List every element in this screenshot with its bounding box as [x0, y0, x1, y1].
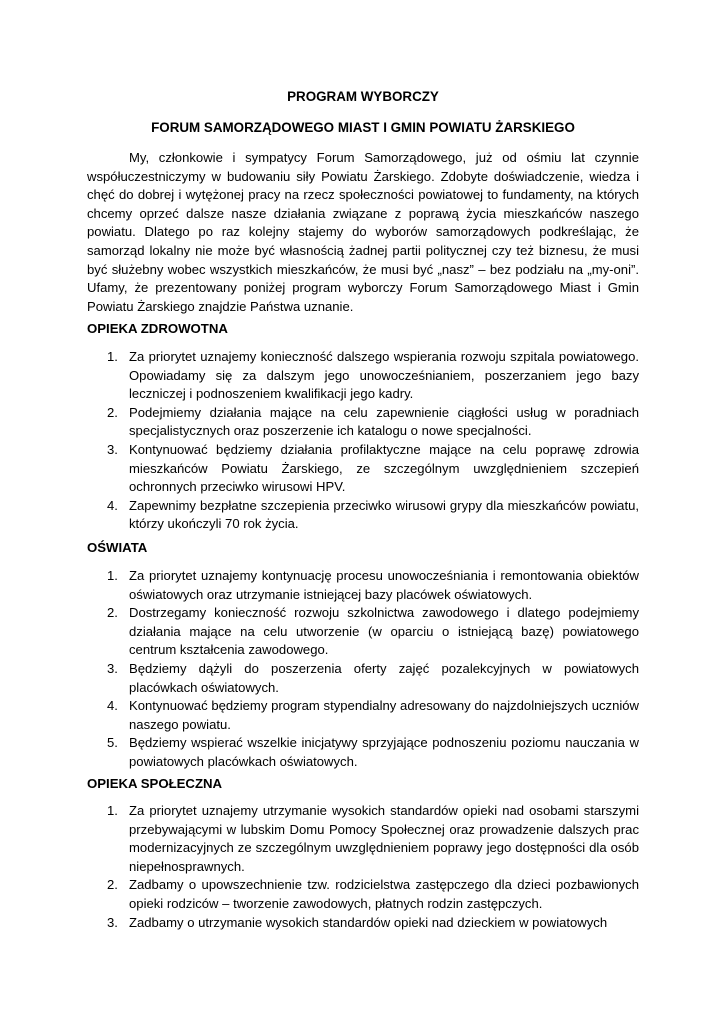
list-item-number: 1.: [107, 349, 118, 364]
list-item-number: 2.: [107, 404, 118, 420]
list-item-text: Kontynuować będziemy działania profilaktyczne mające na celu poprawę zdrowia mieszkańców Powiatu Żarskiego, ze szczególnym uwzględnieniem szczepień ochronnych przeciwko wirusowi HPV.: [129, 441, 639, 495]
list-item: [87, 604, 639, 660]
social-list: [87, 802, 639, 932]
list-item-number: 1.: [107, 803, 118, 818]
list-item-number: 4.: [107, 698, 118, 714]
page-subtitle: FORUM SAMORZĄDOWEGO MIAST I GMIN POWIATU ŻARSKIEGO: [151, 120, 575, 135]
list-item-number: 5.: [107, 735, 118, 751]
section-heading-social: OPIEKA SPOŁECZNA: [87, 776, 223, 791]
list-item-text: Zadbamy o upowszechnienie tzw. rodzicielstwa zastępczego dla dzieci pozbawionych opieki rodziców – tworzenie zawodowych, płatnych rodzin zastępczych.: [129, 877, 639, 911]
list-item: [87, 567, 639, 604]
section-heading-education: OŚWIATA: [87, 540, 148, 555]
list-item: [87, 876, 639, 913]
list-item-text: Podejmiemy działania mające na celu zapewnienie ciągłości usług w poradniach specjalistycznych oraz poszerzenie ich katalogu o nowe specjalności.: [129, 404, 639, 439]
list-item-number: 4.: [107, 497, 118, 513]
list-item-text: Dostrzegamy konieczność rozwoju szkolnictwa zawodowego i dlatego podejmiemy działania mające na celu utworzenie (w oparciu o istniejącą bazę) powiatowego centrum kształcenia zawodowego.: [129, 605, 639, 658]
list-item-text: Będziemy wspierać wszelkie inicjatywy sprzyjające podnoszeniu poziomu nauczania w powiatowych placówkach oświatowych.: [129, 735, 639, 769]
list-item-text: Za priorytet uznajemy utrzymanie wysokich standardów opieki nad osobami starszymi przebywającymi w lubskim Domu Pomocy Społecznej oraz prowadzenie dalszych prac modernizacyjnych ze szczególnym uwzględnieniem poprawy jego dostępności dla osób niepełnosprawnych.: [129, 803, 639, 874]
list-item: [87, 734, 639, 771]
list-item: [87, 348, 639, 404]
list-item: [87, 660, 639, 697]
health-list: [87, 348, 639, 534]
section-heading-health: OPIEKA ZDROWOTNA: [87, 321, 228, 336]
list-item-text: Zadbamy o utrzymanie wysokich standardów opieki nad dzieckiem w powiatowych: [129, 914, 608, 930]
list-item-text: Kontynuować będziemy program stypendialny adresowany do najzdolniejszych uczniów naszego powiatu.: [129, 698, 639, 732]
list-item: [87, 404, 639, 441]
list-item-text: Za priorytet uznajemy konieczność dalszego wspierania rozwoju szpitala powiatowego. Opowiadamy się za dalszym jego unowocześnianiem, poszerzaniem jego bazy leczniczej i podnoszeniem kwalifikacji jego kadry.: [129, 349, 639, 402]
list-item: [87, 802, 639, 876]
list-item-number: 2.: [107, 877, 118, 893]
list-item-text: Zapewnimy bezpłatne szczepienia przeciwko wirusowi grypy dla mieszkańców powiatu, którzy ukończyli 70 rok życia.: [129, 497, 639, 532]
list-item: [87, 914, 639, 933]
list-item-number: 3.: [107, 914, 118, 930]
list-item-number: 2.: [107, 605, 118, 621]
intro-paragraph: My, członkowie i sympatycy Forum Samorządowego, już od ośmiu lat czynnie współuczestniczymy w budowaniu siły Powiatu Żarskiego. Zdobyte doświadczenie, wiedza i chęć do dobrej i wytężonej pracy na rzecz społeczności powiatowej to fundamenty, na których chcemy oprzeć dalsze nasze działania związane z poprawą życia mieszkańców naszego powiatu. Dlatego po raz kolejny stajemy do wyborów samorządowych podkreślając, że samorząd lokalny nie może być własnością żadnej partii politycznej czy też biznesu, że musi być służebny wobec wszystkich mieszkańców, że musi być „nasz” – bez podziału na „my-oni”. Ufamy, że prezentowany poniżej program wyborczy Forum Samorządowego Miast i Gmin Powiatu Żarskiego znajdzie Państwa uznanie.: [87, 150, 639, 314]
education-list: [87, 567, 639, 772]
list-item: [87, 497, 639, 534]
page-title: PROGRAM WYBORCZY: [287, 89, 439, 104]
list-item-number: 3.: [107, 660, 118, 676]
list-item-text: Będziemy dążyli do poszerzenia oferty zajęć pozalekcyjnych w powiatowych placówkach oświatowych.: [129, 660, 639, 695]
list-item-number: 3.: [107, 441, 118, 457]
list-item-text: Za priorytet uznajemy kontynuację procesu unowocześniania i remontowania obiektów oświatowych oraz utrzymanie istniejącej bazy placówek oświatowych.: [129, 568, 639, 602]
list-item-number: 1.: [107, 568, 118, 583]
list-item: [87, 697, 639, 734]
list-item: [87, 441, 639, 497]
